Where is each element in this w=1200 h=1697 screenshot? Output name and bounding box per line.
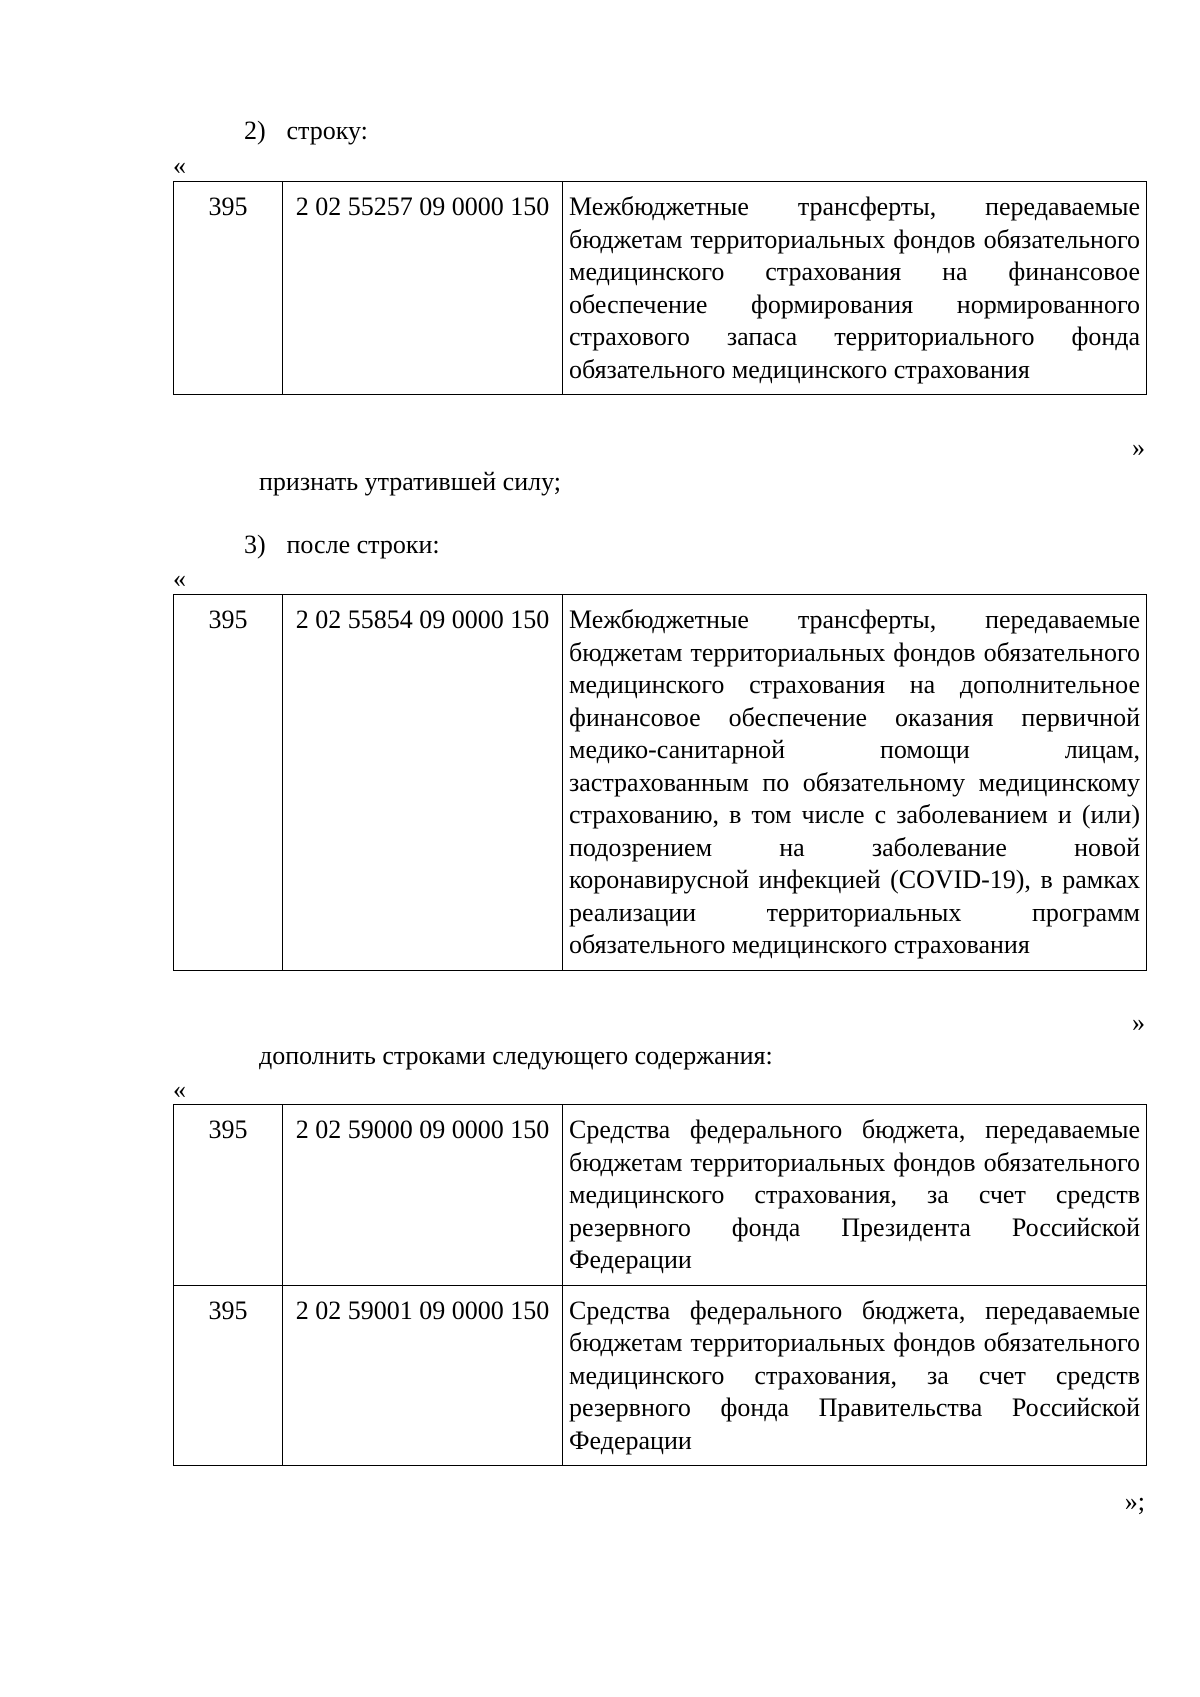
table-1-close-quote: »: [1132, 433, 1145, 462]
table-2-open-quote: «: [173, 564, 186, 593]
table-cell-kbk: 2 02 59001 09 0000 150: [283, 1285, 563, 1466]
table-3-open-quote: «: [173, 1075, 186, 1104]
table-cell-description: Межбюджетные трансферты, передаваемые бюджетам территориальных фондов обязательного медицинского страхования на дополнительное финансовое обеспечение оказания первичной медико-санитарной помощи лицам, застрахованным по обязательному медицинскому страхованию, в том числе с заболеванием и (или) подозрением на заболевание новой коронавирусной инфекцией (COVID-19), в рамках реализации территориальных программ обязательного медицинского страхования: [563, 595, 1147, 971]
item-3-text: после строки:: [286, 530, 440, 559]
table-cell-code: 395: [174, 595, 283, 971]
table-cell-code: 395: [174, 1105, 283, 1286]
table-cell-description: Средства федерального бюджета, передаваемые бюджетам территориальных фондов обязательного медицинского страхования, за счет средств резервного фонда Правительства Российской Федерации: [563, 1285, 1147, 1466]
table-row: [174, 1105, 1147, 1286]
table-cell-code: 395: [174, 1285, 283, 1466]
item-2-number: 2): [244, 116, 266, 145]
table-row: [174, 595, 1147, 971]
paragraph-supplement: дополнить строками следующего содержания:: [259, 1041, 773, 1070]
table-cell-code: 395: [174, 182, 283, 395]
table-cell-kbk: 2 02 55257 09 0000 150: [283, 182, 563, 395]
item-2-text: строку:: [286, 116, 368, 145]
table-1-open-quote: «: [173, 151, 186, 180]
paragraph-invalidate: признать утратившей силу;: [259, 467, 561, 496]
table-1: [173, 181, 1147, 395]
item-3-heading: [244, 529, 440, 562]
table-row: [174, 1285, 1147, 1466]
table-3: [173, 1104, 1147, 1466]
table-2: [173, 594, 1147, 971]
item-3-number: 3): [244, 530, 266, 559]
table-3-close-quote: »;: [1124, 1487, 1145, 1516]
table-2-close-quote: »: [1132, 1008, 1145, 1037]
table-cell-kbk: 2 02 59000 09 0000 150: [283, 1105, 563, 1286]
table-cell-description: Средства федерального бюджета, передаваемые бюджетам территориальных фондов обязательного медицинского страхования, за счет средств резервного фонда Президента Российской Федерации: [563, 1105, 1147, 1286]
table-cell-kbk: 2 02 55854 09 0000 150: [283, 595, 563, 971]
item-2-heading: [244, 115, 368, 148]
table-cell-description: Межбюджетные трансферты, передаваемые бюджетам территориальных фондов обязательного медицинского страхования на финансовое обеспечение формирования нормированного страхового запаса территориального фонда обязательного медицинского страхования: [563, 182, 1147, 395]
table-row: [174, 182, 1147, 395]
